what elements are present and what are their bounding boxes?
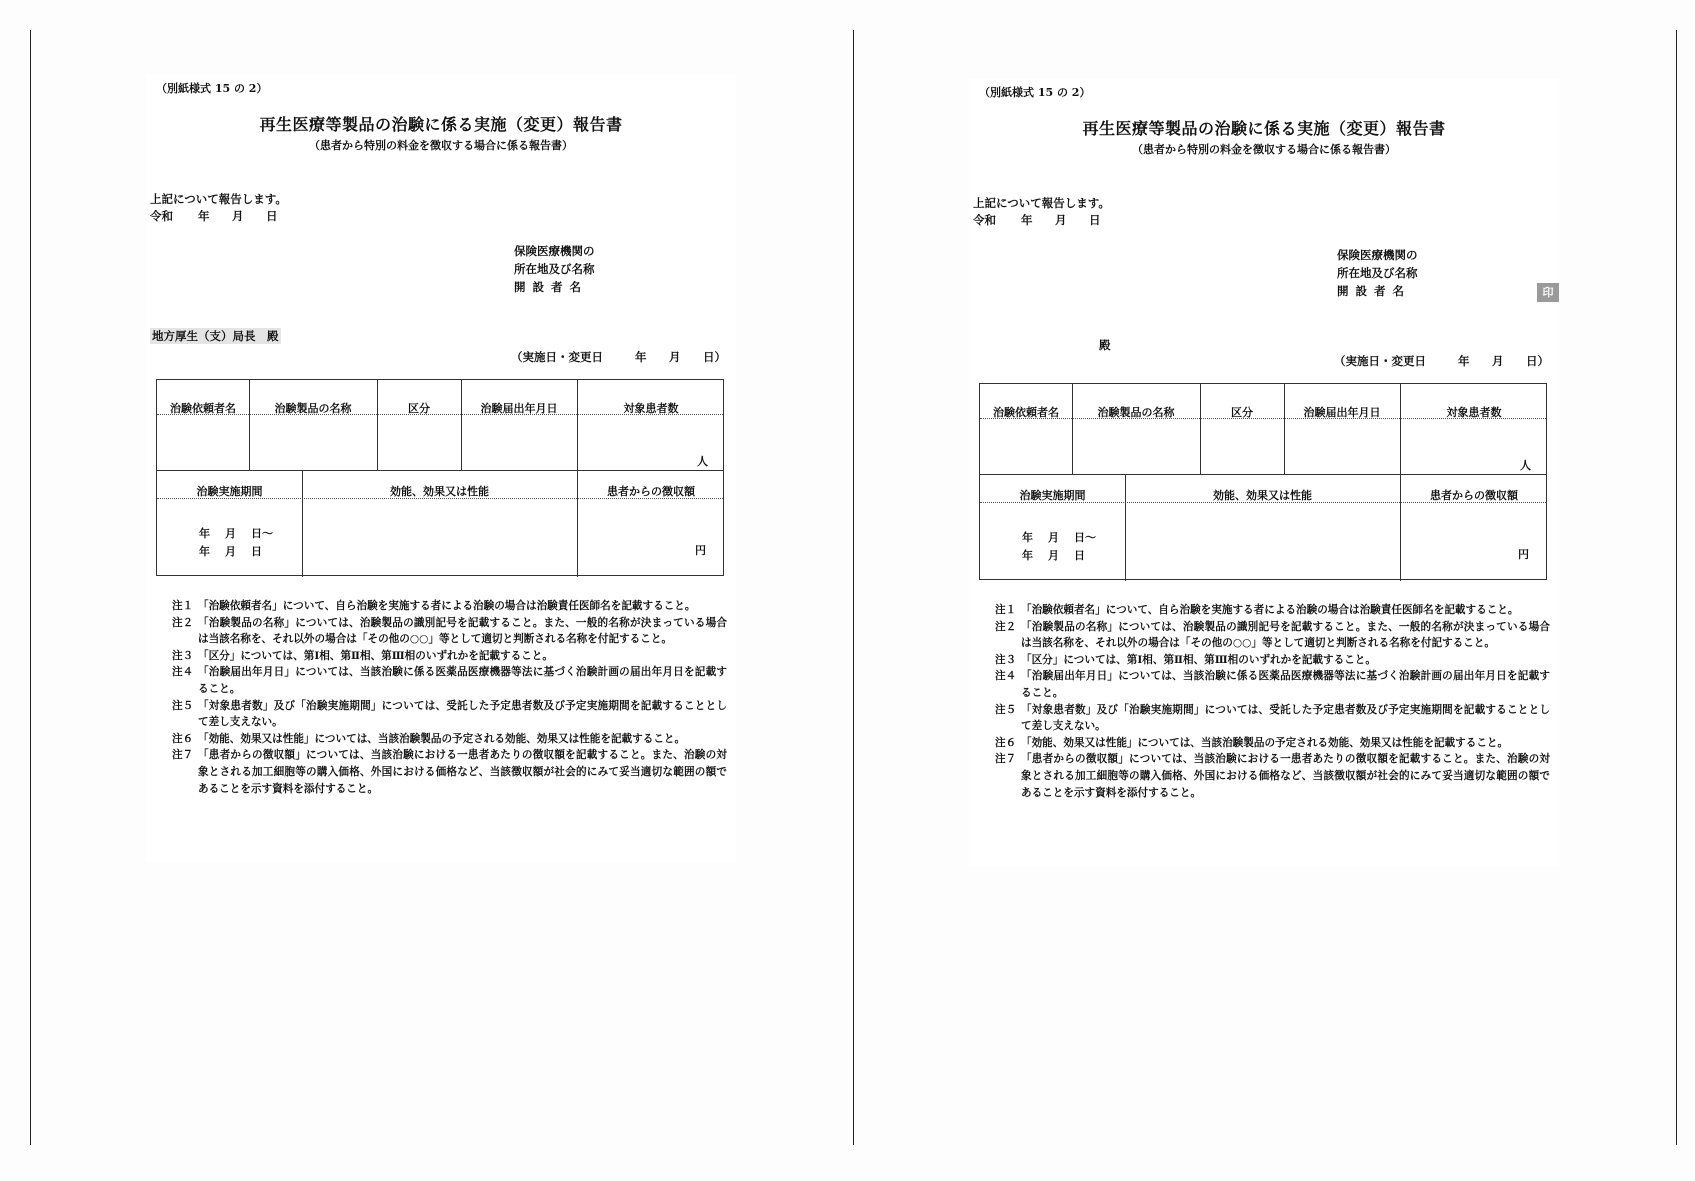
note-item: 注４ 「治験届出年月日」については、当該治験に係る医薬品医療機器等法に基づく治験計画の届出年月日を記載すること。 [172,666,727,695]
document-subtitle: （患者から特別の料金を徴収する場合に係る報告書） [309,139,573,152]
document-title: 再生医療等製品の治験に係る実施（変更）報告書 [259,115,623,134]
note-item: 注５ 「対象患者数」及び「治験実施期間」については、受託した予定患者数及び予定実施期間を記載することとして差し支えない。 [172,699,727,729]
institution-label-1: 保険医療機関の [514,244,595,258]
period-to: 年 月 日 [1022,549,1085,562]
trial-info-table [156,379,724,576]
notes-list [995,602,1550,801]
addressee: 殿 [1099,338,1111,352]
seal-mark: 印 [1537,283,1559,302]
fee-unit: 円 [1518,548,1529,561]
document-subtitle: （患者から特別の料金を徴収する場合に係る報告書） [1132,143,1396,156]
patient-count-unit: 人 [697,455,708,468]
header-phase: 区分 [1231,406,1253,419]
report-statement: 上記について報告します。 [973,196,1110,210]
implementation-date: （実施日・変更日 年 月 日） [1334,354,1549,368]
header-product-name: 治験製品の名称 [1097,406,1175,419]
founder-name-label: 開設者名 [1337,284,1411,298]
addressee: 地方厚生（支）局長 殿 [152,329,279,343]
header-patient-fee: 患者からの徴収額 [607,485,695,498]
note-item: 注３ 「区分」については、第Ⅰ相、第Ⅱ相、第Ⅲ相のいずれかを記載すること。 [172,649,553,662]
patient-count-unit: 人 [1520,459,1531,472]
left-margin-line [30,30,31,1145]
note-item: 注１ 「治験依頼者名」について、自ら治験を実施する者による治験の場合は治験責任医師名を記載すること。 [172,600,696,612]
implementation-date: （実施日・変更日 年 月 日） [511,350,726,364]
founder-name-label: 開設者名 [514,280,588,294]
report-statement: 上記について報告します。 [150,192,287,206]
report-date: 令和 年 月 日 [973,213,1101,227]
institution-label-1: 保険医療機関の [1337,248,1418,262]
note-item: 注３ 「区分」については、第Ⅰ相、第Ⅱ相、第Ⅲ相のいずれかを記載すること。 [995,653,1376,666]
report-date: 令和 年 月 日 [150,209,278,223]
header-patient-count: 対象患者数 [623,402,679,415]
header-notification-date: 治験届出年月日 [480,402,558,415]
form-id: （別紙様式 15 の 2） [979,86,1091,99]
header-phase: 区分 [408,402,430,415]
header-notification-date: 治験届出年月日 [1303,406,1381,419]
form-id: （別紙様式 15 の 2） [156,82,268,95]
header-efficacy: 効能、効果又は性能 [390,485,489,498]
note-item: 注２ 「治験製品の名称」については、治験製品の識別記号を記載すること。また、一般的名称が決まっている場合は当該名称を、それ以外の場合は「その他の○○」等として適切と判断される名称を付記すること。 [172,616,727,646]
note-item: 注２ 「治験製品の名称」については、治験製品の識別記号を記載すること。また、一般的名称が決まっている場合は当該名称を、それ以外の場合は「その他の○○」等として適切と判断される名称を付記すること。 [995,620,1550,650]
note-item: 注７ 「患者からの徴収額」については、当該治験における一患者あたりの徴収額を記載すること。また、治験の対象とされる加工細胞等の購入価格、外国における価格など、当該徴収額が社会的にみて妥当適切な範囲の額であることを示す資料を添付すること。 [172,749,727,795]
header-product-name: 治験製品の名称 [274,402,352,415]
header-efficacy: 効能、効果又は性能 [1213,489,1312,502]
document-title: 再生医療等製品の治験に係る実施（変更）報告書 [1082,119,1446,138]
institution-label-2: 所在地及び名称 [1337,266,1418,280]
note-item: 注５ 「対象患者数」及び「治験実施期間」については、受託した予定患者数及び予定実施期間を記載することとして差し支えない。 [995,703,1550,733]
note-item: 注６ 「効能、効果又は性能」については、当該治験製品の予定される効能、効果又は性能を記載すること。 [995,736,1509,749]
header-trial-period: 治験実施期間 [1019,489,1086,502]
period-to: 年 月 日 [199,545,262,558]
header-sponsor: 治験依頼者名 [993,406,1059,419]
header-sponsor: 治験依頼者名 [170,402,236,415]
period-from: 年 月 日～ [1022,531,1096,544]
period-from: 年 月 日～ [199,527,273,540]
fee-unit: 円 [695,544,706,557]
header-patient-fee: 患者からの徴収額 [1430,489,1518,502]
note-item: 注４ 「治験届出年月日」については、当該治験に係る医薬品医療機器等法に基づく治験計画の届出年月日を記載すること。 [995,670,1550,699]
form-page-right [969,79,1559,867]
institution-label-2: 所在地及び名称 [514,262,595,276]
form-page-left [146,75,736,863]
note-item: 注１ 「治験依頼者名」について、自ら治験を実施する者による治験の場合は治験責任医師名を記載すること。 [995,604,1519,616]
notes-list [172,598,727,797]
note-item: 注６ 「効能、効果又は性能」については、当該治験製品の予定される効能、効果又は性能を記載すること。 [172,732,686,745]
center-divider-line [853,30,854,1145]
header-patient-count: 対象患者数 [1446,406,1502,419]
header-trial-period: 治験実施期間 [196,485,263,498]
trial-info-table [979,383,1547,580]
note-item: 注７ 「患者からの徴収額」については、当該治験における一患者あたりの徴収額を記載すること。また、治験の対象とされる加工細胞等の購入価格、外国における価格など、当該徴収額が社会的にみて妥当適切な範囲の額であることを示す資料を添付すること。 [995,753,1550,799]
right-margin-line [1676,30,1677,1145]
